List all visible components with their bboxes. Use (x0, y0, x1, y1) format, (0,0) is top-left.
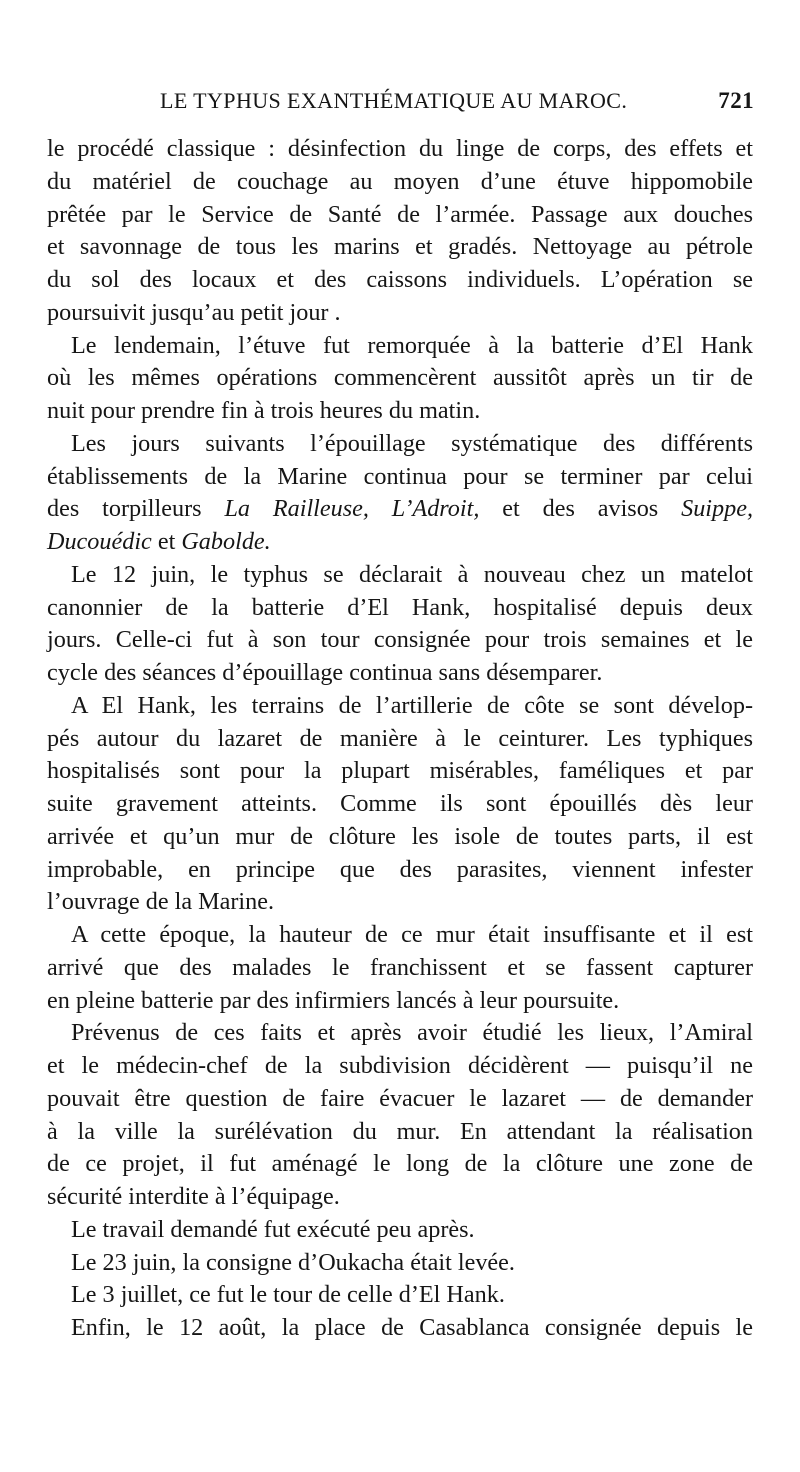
text-line (47, 428, 753, 461)
body-text (47, 133, 753, 1345)
text-segment: jours. Celle-ci fut à son tour consignée pour trois semaines et le (47, 626, 753, 654)
text-segment: Le 3 juillet, ce fut le tour de celle d’El Hank. (71, 1281, 505, 1309)
text-segment: et savonnage de tous les marins et gradés. Nettoyage au pétrole (47, 233, 753, 261)
text-segment: Le travail demandé fut exécuté peu après. (71, 1215, 475, 1243)
text-segment: Enfin, le 12 août, la place de Casablanca consignée depuis le (71, 1314, 753, 1341)
text-segment: en pleine batterie par des infirmiers lancés à leur poursuite. (47, 986, 620, 1014)
text-line (47, 1017, 753, 1050)
text-line (47, 952, 753, 985)
text-line (47, 1279, 753, 1312)
text-line (47, 1116, 753, 1149)
text-line (47, 1312, 753, 1345)
text-segment: arrivée et qu’un mur de clôture les isole de toutes parts, il est (47, 822, 753, 850)
text-segment: et le médecin-chef de la subdivision décidèrent — puisqu’il ne (47, 1052, 753, 1079)
text-line (47, 526, 753, 559)
text-segment: canonnier de la batterie d’El Hank, hospitalisé depuis deux (47, 593, 753, 621)
italic-text-segment: Gabolde. (181, 528, 271, 555)
text-line (47, 1050, 753, 1083)
text-segment: établissements de la Marine continua pour se terminer par celui (47, 462, 753, 490)
text-segment: l’ouvrage de la Marine. (47, 888, 274, 916)
page-number: 721 (718, 88, 754, 113)
running-header (160, 84, 754, 118)
text-line (47, 264, 753, 297)
text-line (47, 723, 753, 756)
text-line (47, 297, 753, 330)
text-segment: où les mêmes opérations commencèrent aussitôt après un tir de (47, 364, 753, 392)
text-line (47, 755, 753, 788)
text-segment: et des avisos (479, 495, 682, 523)
text-line (47, 657, 753, 690)
text-segment: A El Hank, les terrains de l’artillerie de côte se sont dévelop- (71, 691, 753, 719)
text-line (47, 362, 753, 395)
text-line (47, 788, 753, 821)
text-segment: Les jours suivants l’épouillage systématique des différents (71, 429, 753, 457)
text-line (47, 330, 753, 363)
text-segment: poursuivit jusqu’au petit jour . (47, 298, 341, 326)
text-segment: pouvait être question de faire évacuer le lazaret — de demander (47, 1084, 753, 1112)
text-line (47, 133, 753, 166)
text-line (47, 395, 753, 428)
text-segment: improbable, en principe que des parasites, viennent infester (47, 855, 753, 883)
italic-text-segment: Suippe, (681, 495, 753, 523)
text-line (47, 821, 753, 854)
text-segment: pés autour du lazaret de manière à le ceinturer. Les typhiques (47, 724, 753, 752)
text-segment: suite gravement atteints. Comme ils sont épouillés dès leur (47, 790, 753, 817)
text-segment: Le lendemain, l’étuve fut remorquée à la batterie d’El Hank (71, 331, 753, 359)
text-segment: à la ville la surélévation du mur. En attendant la réalisation (47, 1117, 753, 1145)
text-segment: et (151, 528, 182, 555)
text-segment: hospitalisés sont pour la plupart misérables, faméliques et par (47, 757, 753, 785)
text-segment: Prévenus de ces faits et après avoir étudié les lieux, l’Amiral (71, 1019, 753, 1047)
text-line (47, 919, 753, 952)
text-segment: prêtée par le Service de Santé de l’armée. Passage aux douches (47, 200, 753, 228)
text-line (47, 461, 753, 494)
text-segment: cycle des séances d’épouillage continua sans désemparer. (47, 659, 603, 686)
running-title: LE TYPHUS EXANTHÉMATIQUE AU MAROC. (160, 88, 628, 113)
text-segment: A cette époque, la hauteur de ce mur était insuffisante et il est (71, 921, 753, 948)
text-line (47, 1181, 753, 1214)
text-segment: Le 12 juin, le typhus se déclarait à nouveau chez un matelot (71, 560, 753, 588)
italic-text-segment: Ducouédic (47, 528, 152, 555)
text-segment: sécurité interdite à l’équipage. (47, 1183, 340, 1210)
text-line (47, 231, 753, 264)
text-segment: Le 23 juin, la consigne d’Oukacha était levée. (71, 1248, 515, 1276)
text-line (47, 1247, 753, 1280)
text-line (47, 1083, 753, 1116)
text-segment: des torpilleurs (47, 495, 225, 523)
text-line (47, 886, 753, 919)
text-line (47, 559, 753, 592)
text-segment: nuit pour prendre fin à trois heures du matin. (47, 397, 481, 424)
text-segment: de ce projet, il fut aménagé le long de la clôture une zone de (47, 1150, 753, 1178)
italic-text-segment: La Railleuse, L’Adroit, (224, 495, 480, 523)
text-line (47, 1148, 753, 1181)
text-line (47, 985, 753, 1018)
text-line (47, 1214, 753, 1247)
text-segment: le procédé classique : désinfection du linge de corps, des effets et (47, 135, 753, 162)
text-line (47, 624, 753, 657)
text-line (47, 592, 753, 625)
text-line (47, 690, 753, 723)
text-segment: du sol des locaux et des caissons individuels. L’opération se (47, 266, 753, 293)
text-segment: du matériel de couchage au moyen d’une étuve hippomobile (47, 167, 753, 195)
text-line (47, 166, 753, 199)
text-line (47, 493, 753, 526)
text-line (47, 854, 753, 887)
text-line (47, 199, 753, 232)
text-segment: arrivé que des malades le franchissent et se fassent capturer (47, 953, 753, 981)
